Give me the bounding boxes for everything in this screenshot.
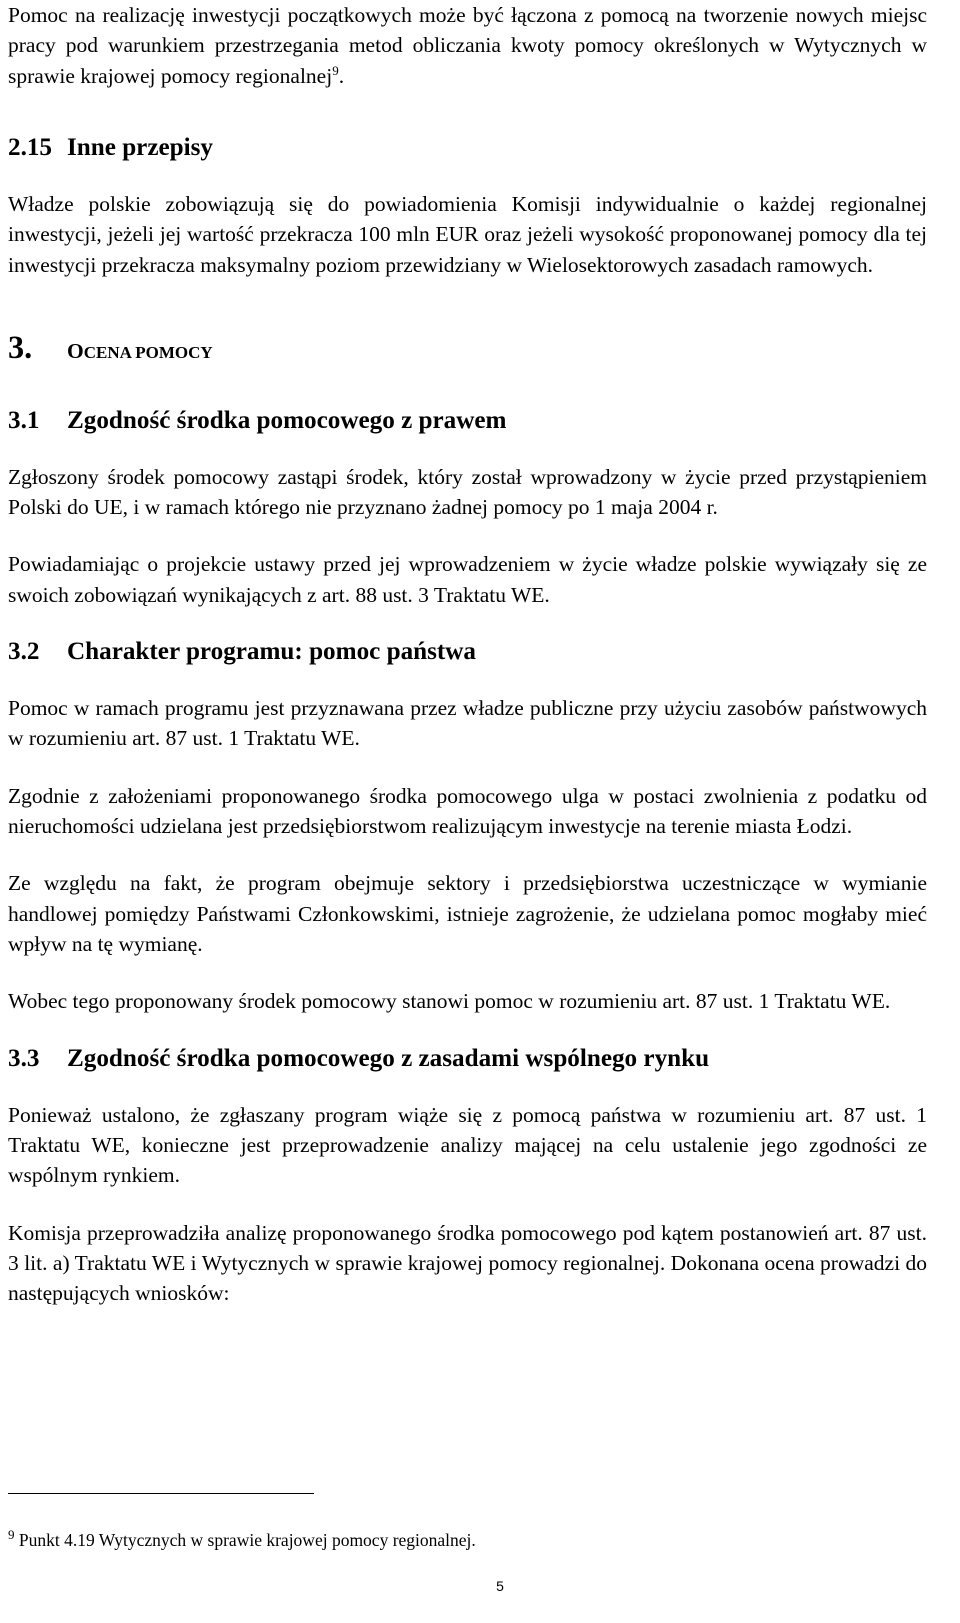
section-heading-3-1	[8, 406, 927, 436]
paragraph: Komisja przeprowadziła analizę proponowanego środka pomocowego pod kątem postanowień art. 87 ust. 3 lit. a) Traktatu WE i Wytycznych w sprawie krajowej pomocy regionalnej. Dokonana ocena prowadzi do następujących wniosków:	[8, 1220, 927, 1306]
footnote-mark: 9	[8, 1527, 15, 1543]
section-heading-2-15	[8, 133, 927, 163]
section-heading-3-2	[8, 637, 927, 667]
paragraph: Wobec tego proponowany środek pomocowy stanowi pomoc w rozumieniu art. 87 ust. 1 Traktatu WE.	[8, 989, 891, 1014]
section-heading-3	[8, 329, 927, 368]
paragraph: Pomoc w ramach programu jest przyznawana przez władze publiczne przy użyciu zasobów państwowych w rozumieniu art. 87 ust. 1 Traktatu WE.	[8, 696, 927, 751]
section-number: 2.15	[8, 133, 52, 161]
document-body	[8, 0, 927, 1309]
page-number: 5	[496, 1578, 504, 1594]
footnote-separator	[8, 1493, 314, 1494]
paragraph: Zgłoszony środek pomocowy zastąpi środek, który został wprowadzony w życie przed przystąpieniem Polski do UE, i w ramach którego nie przyznano żadnej pomocy po 1 maja 2004 r.	[8, 464, 927, 519]
paragraph: Władze polskie zobowiązują się do powiadomienia Komisji indywidualnie o każdej regionalnej inwestycji, jeżeli jej wartość przekracza 100 mln EUR oraz jeżeli wysokość proponowanej pomocy dla tej inwestycji przekracza maksymalny poziom przewidziany w Wielosektorowych zasadach ramowych.	[8, 192, 927, 277]
paragraph: Ponieważ ustalono, że zgłaszany program wiąże się z pomocą państwa w rozumieniu art. 87 ust. 1 Traktatu WE, konieczne jest przeprowadzenie analizy mającej na celu ustalenie jego zgodności ze wspólnym rynkiem.	[8, 1102, 927, 1188]
section-title: Charakter programu: pomoc państwa	[67, 637, 477, 665]
section-title: OCENA POMOCY	[67, 339, 213, 364]
section-heading-3-3	[8, 1044, 927, 1074]
intro-paragraph	[8, 0, 927, 91]
paragraph: Powiadamiając o projekcie ustawy przed jej wprowadzeniem w życie władze polskie wywiązały się ze swoich zobowiązań wynikających z art. 88 ust. 3 Traktatu WE.	[8, 552, 927, 607]
footnote-reference[interactable]: 9	[332, 62, 339, 78]
section-title: Zgodność środka pomocowego z prawem	[67, 407, 507, 435]
footnote	[8, 1529, 476, 1551]
section-number: 3.3	[8, 1044, 40, 1072]
section-number: 3.1	[8, 407, 40, 435]
footnote-text: Punkt 4.19 Wytycznych w sprawie krajowej pomocy regionalnej.	[18, 1530, 476, 1550]
paragraph: Ze względu na fakt, że program obejmuje sektory i przedsiębiorstwa uczestniczące w wymianie handlowej pomiędzy Państwami Członkowskimi, istnieje zagrożenie, że udzielana pomoc mogłaby mieć wpływ na tę wymianę.	[8, 871, 927, 956]
section-number: 3.2	[8, 637, 40, 665]
section-number: 3.	[8, 329, 33, 366]
intro-tail: .	[338, 63, 345, 88]
intro-text: Pomoc na realizację inwestycji początkowych może być łączona z pomocą na tworzenie nowych miejsc pracy pod warunkiem przestrzegania metod obliczania kwoty pomocy określonych w Wytycznych w sprawie krajowej pomocy regionalnej	[8, 3, 927, 88]
paragraph: Zgodnie z założeniami proponowanego środka pomocowego ulga w postaci zwolnienia z podatku od nieruchomości udzielana jest przedsiębiorstwom realizującym inwestycje na terenie miasta Łodzi.	[8, 783, 927, 839]
section-title: Zgodność środka pomocowego z zasadami wspólnego rynku	[67, 1044, 710, 1072]
section-title: Inne przepisy	[67, 133, 213, 161]
